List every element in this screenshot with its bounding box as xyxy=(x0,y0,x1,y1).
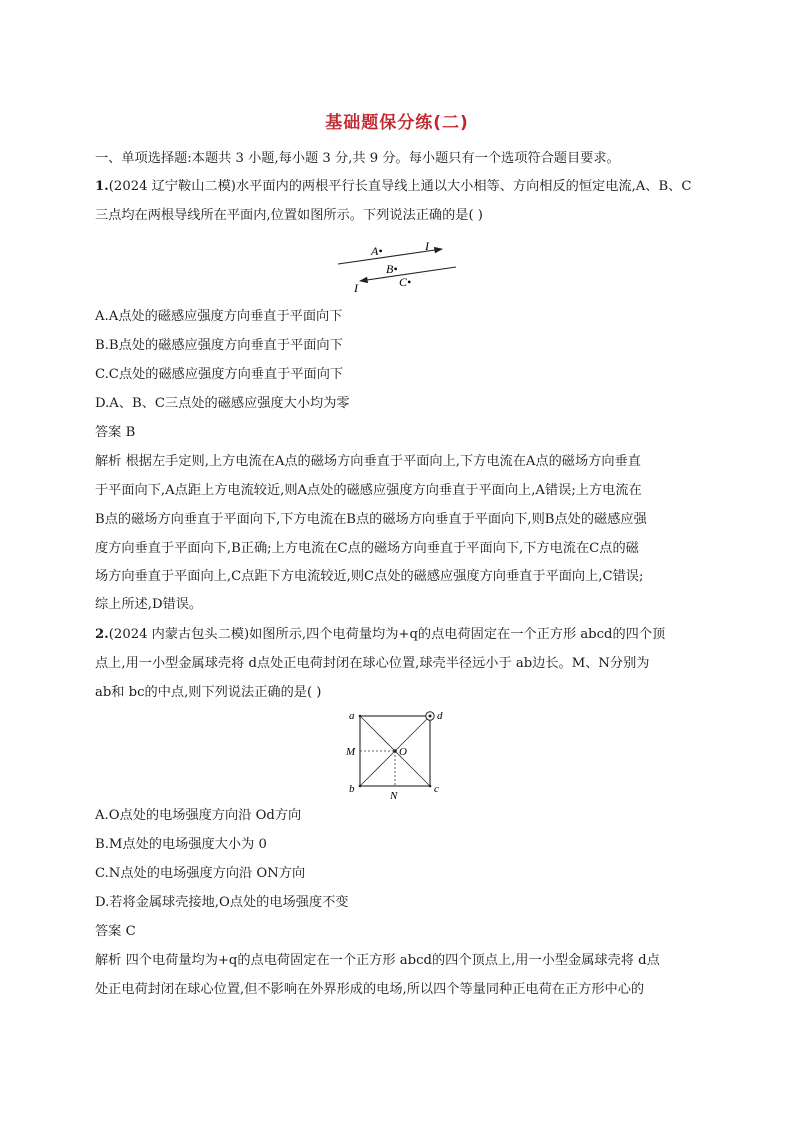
q1-label-B: B• xyxy=(386,262,398,276)
q1-stem-line-2: 三点均在两根导线所在平面内,位置如图所示。下列说法正确的是( ) xyxy=(95,208,483,223)
q1-label-A: A• xyxy=(371,244,383,258)
q2-option-b: B.M点处的电场强度大小为 0 xyxy=(95,837,267,852)
q1-option-a: A.A点处的磁感应强度方向垂直于平面向下 xyxy=(95,309,343,324)
q1-answer: 答案 B xyxy=(95,425,136,440)
q2-charge-a xyxy=(359,715,362,718)
q2-number: 2. xyxy=(95,627,109,642)
q1-stem-line-1: 1.(2024 辽宁鞍山二模)水平面内的两根平行长直导线上通以大小相等、方向相反的恒定电流,A、B、C xyxy=(95,179,692,194)
q2-point-o xyxy=(393,749,397,753)
q2-label-b: b xyxy=(349,783,355,795)
q2-label-d: d xyxy=(437,710,443,722)
page-title: 基础题保分练(二) xyxy=(325,113,469,133)
q2-charge-d xyxy=(429,715,432,718)
section-heading: 一、单项选择题:本题共 3 小题,每小题 3 分,共 9 分。每小题只有一个选项符合题目要求。 xyxy=(95,151,620,166)
q1-label-C: C• xyxy=(399,275,412,289)
q2-answer: 答案 C xyxy=(95,924,136,939)
q1-label-I-bottom: I xyxy=(354,281,358,295)
q1-wire-figure xyxy=(330,238,470,296)
q2-stem-line-2: 点上,用一小型金属球壳将 d点处正电荷封闭在球心位置,球壳半径远小于 ab边长。M、N分别为 xyxy=(95,656,650,671)
q1-option-b: B.B点处的磁感应强度方向垂直于平面向下 xyxy=(95,338,343,353)
q1-number: 1. xyxy=(95,179,109,194)
q2-charge-b xyxy=(359,785,362,788)
q1-analysis-line-2: 于平面向下,A点距上方电流较近,则A点处的磁感应强度方向垂直于平面向上,A错误;上方电流在 xyxy=(95,483,642,498)
q2-option-a: A.O点处的电场强度方向沿 Od方向 xyxy=(95,808,302,823)
q2-option-d: D.若将金属球壳接地,O点处的电场强度不变 xyxy=(95,895,349,910)
q2-label-c: c xyxy=(434,783,439,795)
q2-label-M: M xyxy=(346,746,356,758)
q2-stem-line-1: 2.(2024 内蒙古包头二模)如图所示,四个电荷量均为+q的点电荷固定在一个正方形 abcd的四个顶 xyxy=(95,627,666,642)
q1-label-I-top: I xyxy=(425,239,429,253)
q2-analysis-line-2: 处正电荷封闭在球心位置,但不影响在外界形成的电场,所以四个等量同种正电荷在正方形中心的 xyxy=(95,982,645,997)
q2-charge-c xyxy=(429,785,432,788)
q1-option-c: C.C点处的磁感应强度方向垂直于平面向下 xyxy=(95,367,344,382)
q2-square-figure xyxy=(340,706,450,802)
q1-analysis-line-6: 综上所述,D错误。 xyxy=(95,597,203,612)
q2-label-O: O xyxy=(399,746,407,758)
q1-analysis-line-5: 场方向垂直于平面向上,C点距下方电流较近,则C点处的磁感应强度方向垂直于平面向上,C错误; xyxy=(95,569,644,584)
q2-stem-line-3: ab和 bc的中点,则下列说法正确的是( ) xyxy=(95,685,322,700)
q1-option-d: D.A、B、C三点处的磁感应强度大小均为零 xyxy=(95,396,350,411)
q2-analysis-line-1: 解析 四个电荷量均为+q的点电荷固定在一个正方形 abcd的四个顶点上,用一小型金属球壳将 d点 xyxy=(95,953,660,968)
q2-option-c: C.N点处的电场强度方向沿 ON方向 xyxy=(95,866,306,881)
q1-analysis-line-3: B点的磁场方向垂直于平面向下,下方电流在B点的磁场方向垂直于平面向下,则B点处的磁感应强 xyxy=(95,512,647,527)
q1-analysis-line-1: 解析 根据左手定则,上方电流在A点的磁场方向垂直于平面向上,下方电流在A点的磁场方向垂直 xyxy=(95,454,641,469)
q2-label-a: a xyxy=(349,710,355,722)
q1-analysis-line-4: 度方向垂直于平面向下,B正确;上方电流在C点的磁场方向垂直于平面向下,下方电流在C点的磁 xyxy=(95,541,639,556)
q2-label-N: N xyxy=(390,790,398,802)
